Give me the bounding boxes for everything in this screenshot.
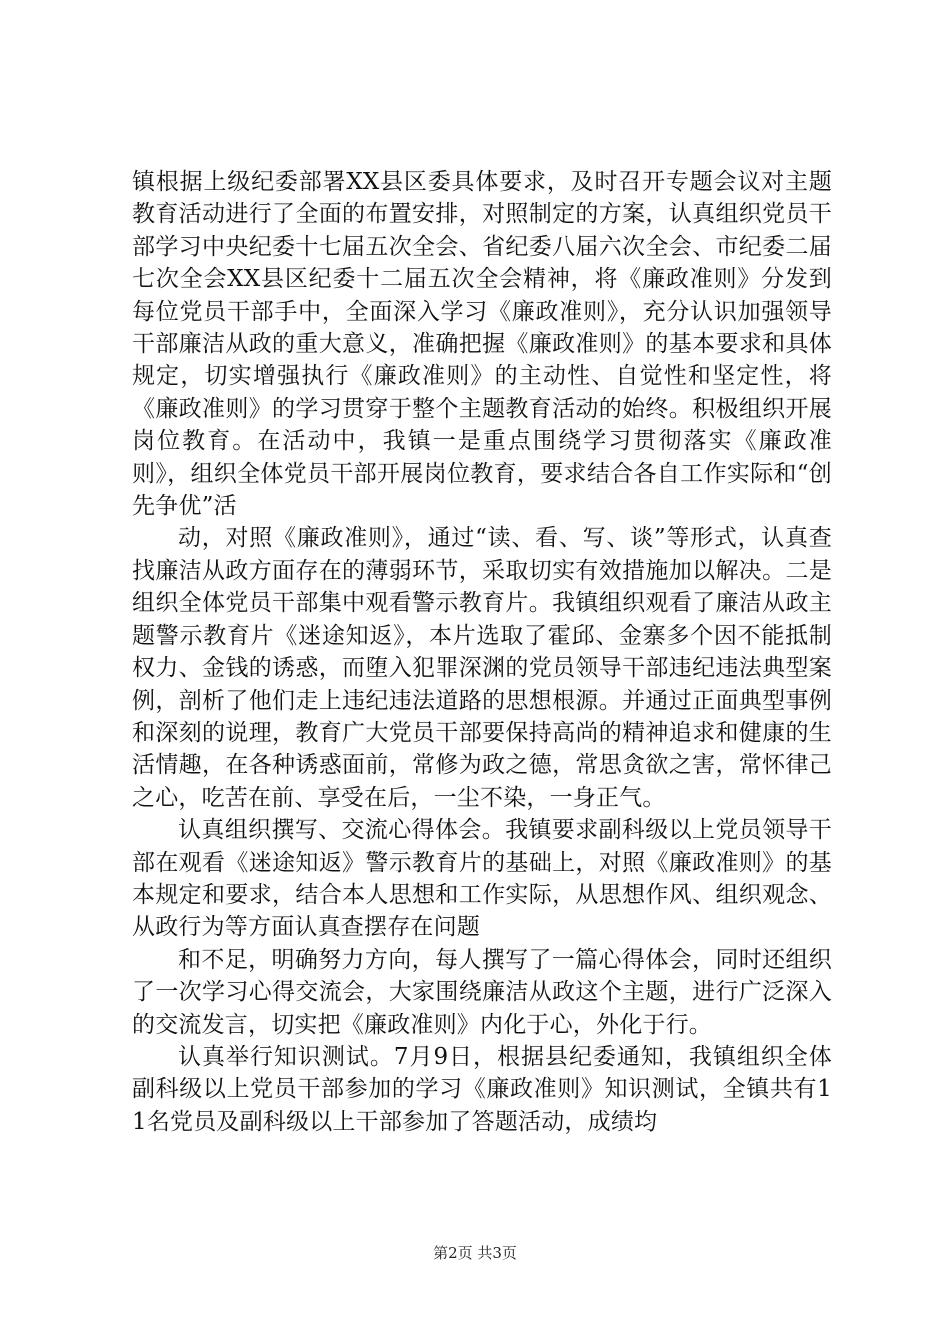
paragraph: 认真组织撰写、交流心得体会。我镇要求副科级以上党员领导干部在观看《迷途知返》警示教育片的基础上，对照《廉政准则》的基本规定和要求，结合本人思想和工作实际，从思想作风、组织观念、从政行为等方面认真查摆存在问题 <box>132 817 832 941</box>
paragraph: 和不足，明确努力方向，每人撰写了一篇心得体会，同时还组织了一次学习心得交流会，大家围绕廉洁从政这个主题，进行广泛深入的交流发言，切实把《廉政准则》内化于心，外化于行。 <box>132 946 832 1038</box>
paragraph: 动，对照《廉政准则》，通过“读、看、写、谈”等形式，认真查找廉洁从政方面存在的薄弱环节，采取切实有效措施加以解决。二是组织全体党员干部集中观看警示教育片。我镇组织观看了廉洁从政主题警示教育片《迷途知返》，本片选取了霍邱、金寨多个因不能抵制权力、金钱的诱惑，而堕入犯罪深渊的党员领导干部违纪违法典型案例，剖析了他们走上违纪违法道路的思想根源。并通过正面典型事例和深刻的说理，教育广大党员干部要保持高尚的精神追求和健康的生活情趣，在各种诱惑面前，常修为政之德，常思贪欲之害，常怀律己之心，吃苦在前、享受在后，一尘不染，一身正气。 <box>132 525 832 811</box>
paragraph: 认真举行知识测试。7月9日，根据县纪委通知，我镇组织全体副科级以上党员干部参加的学习《廉政准则》知识测试，全镇共有11名党员及副科级以上干部参加了答题活动，成绩均 <box>132 1043 832 1135</box>
page-number-footer: 第2页 共3页 <box>433 1244 517 1262</box>
paragraph: 镇根据上级纪委部署XX县区委具体要求，及时召开专题会议对主题教育活动进行了全面的布置安排，对照制定的方案，认真组织党员干部学习中央纪委十七届五次全会、省纪委八届六次全会、市纪委二届七次全会XX县区纪委十二届五次全会精神，将《廉政准则》分发到每位党员干部手中，全面深入学习《廉政准则》，充分认识加强领导干部廉洁从政的重大意义，准确把握《廉政准则》的基本要求和具体规定，切实增强执行《廉政准则》的主动性、自觉性和坚定性，将《廉政准则》的学习贯穿于整个主题教育活动的始终。积极组织开展岗位教育。在活动中，我镇一是重点围绕学习贯彻落实《廉政准则》，组织全体党员干部开展岗位教育，要求结合各自工作实际和“创先争优”活 <box>132 169 832 520</box>
document-body <box>132 166 832 1138</box>
